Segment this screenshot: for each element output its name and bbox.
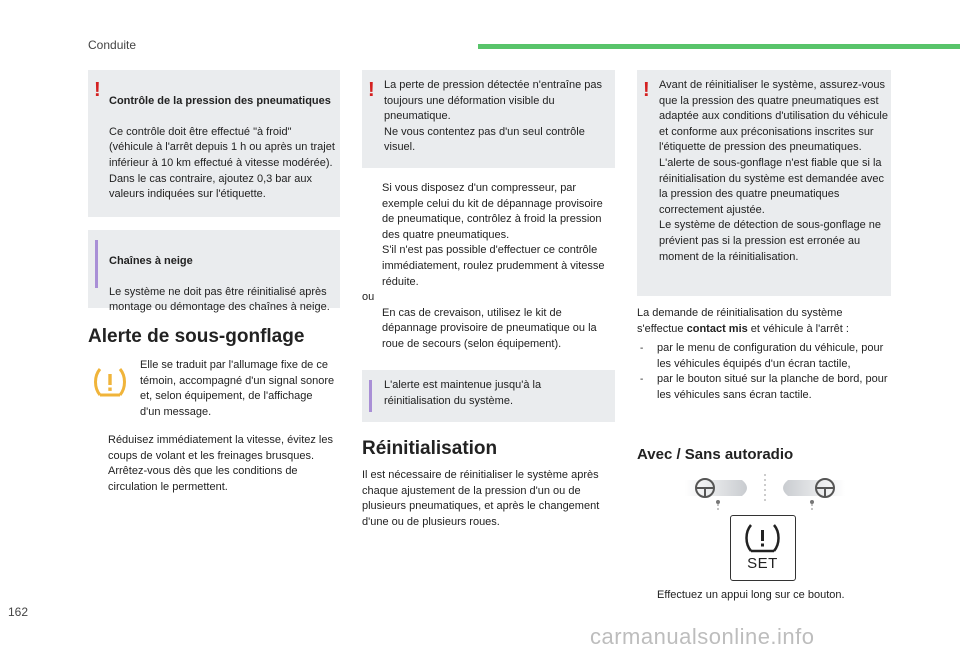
info-marker	[95, 240, 98, 288]
heading-underinflation-alert: Alerte de sous-gonflage	[88, 326, 305, 347]
info-box-title: Chaînes à neige	[109, 254, 193, 267]
set-button[interactable]	[730, 515, 796, 581]
warning-icon: !	[368, 79, 375, 101]
list-item: Arrêtez-vous dès que les conditions de circulation le permettent.	[108, 465, 298, 493]
info-box-snow-chains	[88, 230, 340, 314]
info-marker	[369, 380, 372, 412]
dash-icon: -	[640, 374, 644, 386]
warning-icon: !	[643, 79, 650, 101]
warning-box-text: La perte de pression détectée n'entraîne pas toujours une déformation visible du pneumatique. Ne vous contentez pas d'un seul contrôle visuel.	[384, 79, 602, 154]
tyre-pressure-warning-icon	[92, 366, 128, 398]
warning-box-pressure-loss	[362, 70, 615, 168]
watermark: carmanualsonline.info	[590, 624, 815, 649]
set-button-label: SET	[747, 555, 778, 572]
list-item: Effectuez un appui long sur ce bouton.	[657, 589, 845, 601]
tyre-pressure-icon	[731, 520, 794, 560]
section-title: Conduite	[88, 38, 137, 52]
list-item: En cas de crevaison, utilisez le kit de dépannage provisoire de pneumatique ou la roue de secours (selon équipement).	[382, 306, 597, 350]
heading-reset: Réinitialisation	[362, 438, 498, 459]
info-box-text: Le système ne doit pas être réinitialisé après montage ou démontage des chaînes à neige.	[109, 285, 330, 314]
warning-box-text: Ce contrôle doit être effectué "à froid" (véhicule à l'arrêt depuis 1 h ou après un trajet inférieur à 10 km effectué à vitesse modérée). Dans le cas contraire, ajoutez 0,3 bar aux valeurs indiquées sur l'étiquette.	[109, 125, 335, 201]
warning-box-pressure-check	[88, 70, 340, 217]
reset-request-paragraph: La demande de réinitialisation du système s'effectue contact mis et véhicule à l'arrêt :	[637, 307, 849, 335]
dash-icon: -	[640, 343, 644, 354]
list-item: Si vous disposez d'un compresseur, par exemple celui du kit de dépannage provisoire de pneumatique, contrôlez à froid la pression des quatre pneumatiques.	[382, 182, 603, 241]
info-box-text: L'alerte est maintenue jusqu'à la réinitialisation du système.	[384, 379, 542, 407]
reset-methods-list	[637, 341, 889, 403]
list-item: S'il n'est pas possible d'effectuer ce contrôle immédiatement, roulez prudemment à vitesse réduite.	[382, 244, 605, 288]
info-box-alert-maintained	[362, 370, 615, 422]
compressor-bullet-list	[362, 181, 616, 353]
list-item: - par le bouton situé sur la planche de bord, pour les véhicules sans écran tactile.	[640, 373, 888, 401]
page-number: 162	[8, 605, 29, 619]
alert-bullet-list	[88, 433, 338, 495]
alert-description: Elle se traduit par l'allumage fixe de ce témoin, accompagné d'un signal sonore et, selon équipement, de l'affichage d'un message.	[140, 359, 335, 418]
list-item: Réduisez immédiatement la vitesse, évitez les coups de volant et les freinages brusques.	[108, 434, 333, 462]
heading-with-without-radio: Avec / Sans autoradio	[637, 446, 794, 463]
section-accent-bar	[478, 44, 960, 49]
warning-box-title: Contrôle de la pression des pneumatiques	[109, 94, 331, 107]
contact-on-label: contact mis	[686, 322, 748, 335]
reset-paragraph: Il est nécessaire de réinitialiser le système après chaque ajustement de la pression d'un ou de plusieurs pneumatiques, et après le changement d'une ou de plusieurs roues.	[362, 469, 600, 528]
warning-box-before-reset	[637, 70, 891, 296]
warning-box-text: Avant de réinitialiser le système, assurez-vous que la pression des quatre pneumatiques est adaptée aux conditions d'utilisation du véhicule et conforme aux préconisations inscrites sur l'étiquette de pression des pneumatiques. L'alerte de sous-gonflage n'est fiable que si la réinitialisation du système est demandée avec la pression des quatre pneumatiques correctement ajustée. Le système de détection de sous-gonflage ne prévient pas si la pression est erronée au moment de la réinitialisation.	[659, 79, 888, 263]
warning-icon: !	[94, 79, 101, 101]
list-item: - par le menu de configuration du véhicule, pour les véhicules équipés d'un écran tactile,	[640, 342, 884, 370]
or-separator: ou	[362, 291, 375, 304]
long-press-instruction	[637, 588, 891, 604]
